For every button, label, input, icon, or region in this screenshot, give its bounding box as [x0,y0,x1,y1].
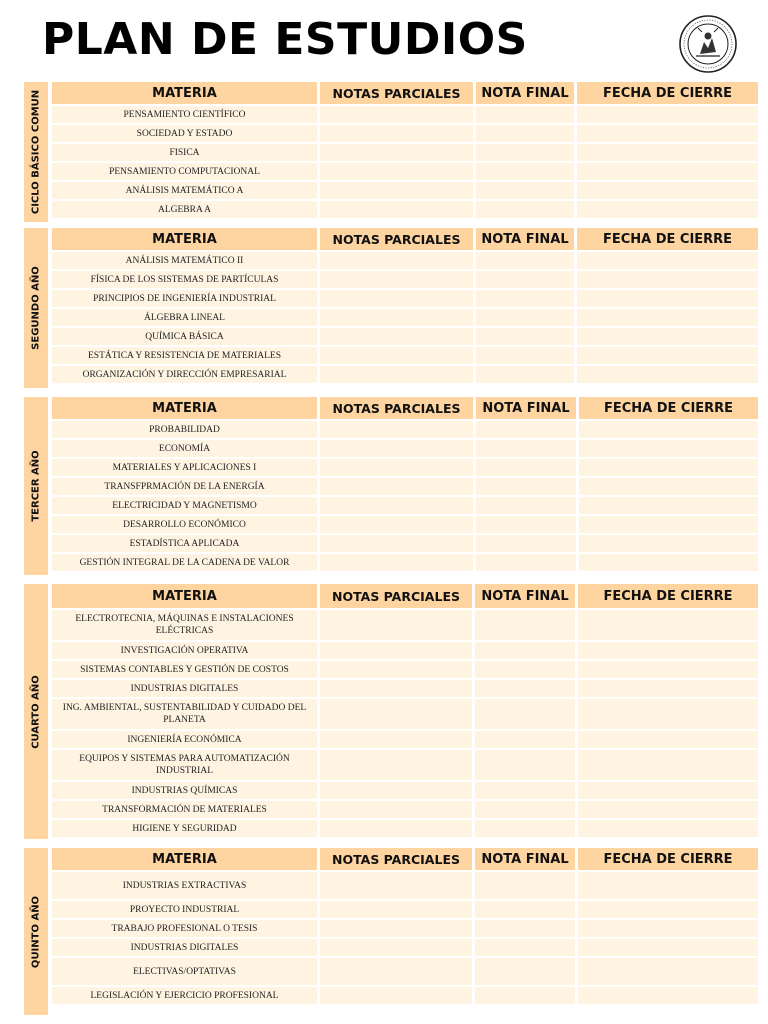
table-row [52,554,760,573]
close-date-cell[interactable] [578,699,758,729]
table-row [52,661,760,680]
partial-grades-cell[interactable] [320,750,472,780]
subject-name: PROBABILIDAD [52,421,317,438]
close-date-cell[interactable] [578,731,758,748]
partial-grades-cell[interactable] [320,661,472,678]
partial-grades-cell[interactable] [320,610,472,640]
header-materia: MATERIA [52,82,317,104]
subject-name: HIGIENE Y SEGURIDAD [52,820,317,837]
final-grade-cell[interactable] [476,440,576,457]
partial-grades-cell[interactable] [320,782,472,799]
partial-grades-cell[interactable] [320,535,473,552]
close-date-cell[interactable] [577,366,758,383]
partial-grades-cell[interactable] [320,163,473,180]
final-grade-cell[interactable] [476,252,574,269]
close-date-cell[interactable] [578,872,758,899]
close-date-cell[interactable] [577,252,758,269]
subject-name: ING. AMBIENTAL, SUSTENTABILIDAD Y CUIDADO DEL PLANETA [52,699,317,729]
subjects-table [52,584,760,839]
partial-grades-cell[interactable] [320,497,473,514]
final-grade-cell[interactable] [475,699,575,729]
header-nota-final: NOTA FINAL [475,584,575,608]
final-grade-cell[interactable] [475,610,575,640]
partial-grades-cell[interactable] [320,201,473,218]
subject-name: ELECTIVAS/OPTATIVAS [52,958,317,985]
final-grade-cell[interactable] [476,516,576,533]
final-grade-cell[interactable] [476,201,574,218]
table-row [52,642,760,661]
table-row [52,459,760,478]
header-materia: MATERIA [52,228,317,250]
section-1 [24,82,760,222]
close-date-cell[interactable] [577,328,758,345]
final-grade-cell[interactable] [475,872,575,899]
close-date-cell[interactable] [579,535,758,552]
final-grade-cell[interactable] [476,271,574,288]
header-materia: MATERIA [52,397,317,419]
year-sidebar [24,397,48,575]
year-sidebar [24,82,48,222]
subject-name: ALGEBRA A [52,201,317,218]
final-grade-cell[interactable] [476,535,576,552]
section-4 [24,584,760,839]
header-notas-parciales: NOTAS PARCIALES [320,848,472,870]
final-grade-cell[interactable] [476,497,576,514]
header-notas-parciales: NOTAS PARCIALES [320,397,473,419]
close-date-cell[interactable] [578,642,758,659]
close-date-cell[interactable] [577,182,758,199]
subject-name: SOCIEDAD Y ESTADO [52,125,317,142]
close-date-cell[interactable] [577,347,758,364]
partial-grades-cell[interactable] [320,182,473,199]
close-date-cell[interactable] [577,201,758,218]
year-sidebar [24,848,48,1015]
final-grade-cell[interactable] [475,642,575,659]
table-row [52,901,760,920]
table-row [52,750,760,782]
header-nota-final: NOTA FINAL [476,228,574,250]
table-row [52,872,760,901]
close-date-cell[interactable] [578,920,758,937]
subject-name: PRINCIPIOS DE INGENIERÍA INDUSTRIAL [52,290,317,307]
partial-grades-cell[interactable] [320,801,472,818]
final-grade-cell[interactable] [476,459,576,476]
subject-name: EQUIPOS Y SISTEMAS PARA AUTOMATIZACIÓN INDUSTRIAL [52,750,317,780]
partial-grades-cell[interactable] [320,421,473,438]
subject-name: INDUSTRIAS DIGITALES [52,680,317,697]
partial-grades-cell[interactable] [320,901,472,918]
table-row [52,680,760,699]
subject-name: ECONOMÍA [52,440,317,457]
close-date-cell[interactable] [579,516,758,533]
final-grade-cell[interactable] [476,290,574,307]
close-date-cell[interactable] [579,554,758,571]
subject-name: TRANSFORMACIÓN DE MATERIALES [52,801,317,818]
partial-grades-cell[interactable] [320,459,473,476]
year-label: QUINTO AÑO [30,895,42,968]
header-notas-parciales: NOTAS PARCIALES [320,584,472,608]
subject-name: LEGISLACIÓN Y EJERCICIO PROFESIONAL [52,987,317,1004]
subject-name: PROYECTO INDUSTRIAL [52,901,317,918]
final-grade-cell[interactable] [476,421,576,438]
partial-grades-cell[interactable] [320,440,473,457]
final-grade-cell[interactable] [475,801,575,818]
final-grade-cell[interactable] [476,328,574,345]
year-label: CUARTO AÑO [30,674,42,749]
close-date-cell[interactable] [578,661,758,678]
final-grade-cell[interactable] [475,901,575,918]
year-label: CICLO BÁSICO COMUN [30,89,42,215]
section-2 [24,228,760,388]
close-date-cell[interactable] [577,309,758,326]
header-nota-final: NOTA FINAL [476,82,574,104]
subjects-table [52,82,760,222]
year-sidebar [24,584,48,839]
section-3 [24,397,760,575]
table-row [52,958,760,987]
university-seal-icon [678,14,738,74]
table-row [52,731,760,750]
table-row [52,328,760,347]
subject-name: GESTIÓN INTEGRAL DE LA CADENA DE VALOR [52,554,317,571]
table-row [52,309,760,328]
header-fecha-de-cierre: FECHA DE CIERRE [577,228,758,250]
subject-name: TRABAJO PROFESIONAL O TESIS [52,920,317,937]
close-date-cell[interactable] [578,801,758,818]
table-row [52,440,760,459]
final-grade-cell[interactable] [476,347,574,364]
subject-name: ELECTRICIDAD Y MAGNETISMO [52,497,317,514]
table-row [52,497,760,516]
subject-name: PENSAMIENTO COMPUTACIONAL [52,163,317,180]
final-grade-cell[interactable] [476,478,576,495]
final-grade-cell[interactable] [475,820,575,837]
table-row [52,516,760,535]
table-row [52,106,760,125]
table-header-row [52,397,760,419]
table-row [52,920,760,939]
partial-grades-cell[interactable] [320,125,473,142]
close-date-cell[interactable] [578,782,758,799]
final-grade-cell[interactable] [475,731,575,748]
final-grade-cell[interactable] [476,106,574,123]
subject-name: ESTÁTICA Y RESISTENCIA DE MATERIALES [52,347,317,364]
close-date-cell[interactable] [578,610,758,640]
partial-grades-cell[interactable] [320,642,472,659]
subject-name: ANÁLISIS MATEMÁTICO A [52,182,317,199]
table-row [52,820,760,839]
header-materia: MATERIA [52,584,317,608]
table-row [52,535,760,554]
subject-name: TRANSFPRMACIÓN DE LA ENERGÍA [52,478,317,495]
partial-grades-cell[interactable] [320,958,472,985]
subject-name: INDUSTRIAS EXTRACTIVAS [52,872,317,899]
close-date-cell[interactable] [577,125,758,142]
partial-grades-cell[interactable] [320,271,473,288]
partial-grades-cell[interactable] [320,478,473,495]
subject-name: PENSAMIENTO CIENTÍFICO [52,106,317,123]
table-header-row [52,584,760,608]
table-row [52,939,760,958]
header-fecha-de-cierre: FECHA DE CIERRE [577,82,758,104]
partial-grades-cell[interactable] [320,516,473,533]
close-date-cell[interactable] [579,440,758,457]
page-title: PLAN DE ESTUDIOS [42,14,528,65]
table-row [52,144,760,163]
close-date-cell[interactable] [578,901,758,918]
partial-grades-cell[interactable] [320,987,472,1004]
header-fecha-de-cierre: FECHA DE CIERRE [578,848,758,870]
table-row [52,987,760,1006]
partial-grades-cell[interactable] [320,252,473,269]
final-grade-cell[interactable] [476,554,576,571]
final-grade-cell[interactable] [476,144,574,161]
final-grade-cell[interactable] [476,125,574,142]
subject-name: INDUSTRIAS DIGITALES [52,939,317,956]
year-label: TERCER AÑO [30,450,42,522]
table-row [52,699,760,731]
subject-name: FÍSICA DE LOS SISTEMAS DE PARTÍCULAS [52,271,317,288]
close-date-cell[interactable] [578,987,758,1004]
table-header-row [52,82,760,104]
table-row [52,201,760,220]
subject-name: ANÁLISIS MATEMÁTICO II [52,252,317,269]
subject-name: ORGANIZACIÓN Y DIRECCIÓN EMPRESARIAL [52,366,317,383]
partial-grades-cell[interactable] [320,872,472,899]
close-date-cell[interactable] [577,106,758,123]
subjects-table [52,848,760,1015]
close-date-cell[interactable] [579,459,758,476]
table-row [52,125,760,144]
final-grade-cell[interactable] [475,661,575,678]
close-date-cell[interactable] [577,163,758,180]
close-date-cell[interactable] [577,271,758,288]
table-row [52,782,760,801]
table-row [52,252,760,271]
subject-name: ELECTROTECNIA, MÁQUINAS E INSTALACIONES ELÉCTRICAS [52,610,317,640]
header-notas-parciales: NOTAS PARCIALES [320,228,473,250]
partial-grades-cell[interactable] [320,366,473,383]
table-header-row [52,848,760,870]
close-date-cell[interactable] [578,820,758,837]
subject-name: SISTEMAS CONTABLES Y GESTIÓN DE COSTOS [52,661,317,678]
header-notas-parciales: NOTAS PARCIALES [320,82,473,104]
close-date-cell[interactable] [577,290,758,307]
header-fecha-de-cierre: FECHA DE CIERRE [578,584,758,608]
partial-grades-cell[interactable] [320,920,472,937]
table-row [52,366,760,385]
final-grade-cell[interactable] [475,782,575,799]
final-grade-cell[interactable] [475,939,575,956]
subject-name: INDUSTRIAS QUÍMICAS [52,782,317,799]
subject-name: MATERIALES Y APLICACIONES I [52,459,317,476]
partial-grades-cell[interactable] [320,290,473,307]
table-row [52,290,760,309]
section-5 [24,848,760,1015]
final-grade-cell[interactable] [475,920,575,937]
subjects-table [52,397,760,575]
final-grade-cell[interactable] [476,309,574,326]
close-date-cell[interactable] [578,958,758,985]
close-date-cell[interactable] [579,478,758,495]
header-materia: MATERIA [52,848,317,870]
table-row [52,610,760,642]
close-date-cell[interactable] [579,421,758,438]
table-row [52,801,760,820]
subject-name: FISICA [52,144,317,161]
partial-grades-cell[interactable] [320,144,473,161]
subject-name: INVESTIGACIÓN OPERATIVA [52,642,317,659]
close-date-cell[interactable] [577,144,758,161]
final-grade-cell[interactable] [475,958,575,985]
table-row [52,421,760,440]
partial-grades-cell[interactable] [320,328,473,345]
final-grade-cell[interactable] [476,182,574,199]
subject-name: QUÍMICA BÁSICA [52,328,317,345]
table-row [52,271,760,290]
header-nota-final: NOTA FINAL [476,397,576,419]
table-row [52,478,760,497]
final-grade-cell[interactable] [475,750,575,780]
subject-name: INGENIERÍA ECONÓMICA [52,731,317,748]
final-grade-cell[interactable] [475,987,575,1004]
table-header-row [52,228,760,250]
partial-grades-cell[interactable] [320,820,472,837]
partial-grades-cell[interactable] [320,731,472,748]
close-date-cell[interactable] [578,939,758,956]
final-grade-cell[interactable] [476,366,574,383]
subjects-table [52,228,760,388]
header-nota-final: NOTA FINAL [475,848,575,870]
table-row [52,182,760,201]
header-fecha-de-cierre: FECHA DE CIERRE [579,397,758,419]
partial-grades-cell[interactable] [320,106,473,123]
final-grade-cell[interactable] [476,163,574,180]
close-date-cell[interactable] [579,497,758,514]
year-sidebar [24,228,48,388]
close-date-cell[interactable] [578,750,758,780]
partial-grades-cell[interactable] [320,554,473,571]
partial-grades-cell[interactable] [320,939,472,956]
year-label: SEGUNDO AÑO [30,266,42,350]
subject-name: DESARROLLO ECONÓMICO [52,516,317,533]
partial-grades-cell[interactable] [320,699,472,729]
partial-grades-cell[interactable] [320,309,473,326]
subject-name: ESTADÍSTICA APLICADA [52,535,317,552]
final-grade-cell[interactable] [475,680,575,697]
partial-grades-cell[interactable] [320,680,472,697]
table-row [52,347,760,366]
subject-name: ÁLGEBRA LINEAL [52,309,317,326]
partial-grades-cell[interactable] [320,347,473,364]
close-date-cell[interactable] [578,680,758,697]
table-row [52,163,760,182]
